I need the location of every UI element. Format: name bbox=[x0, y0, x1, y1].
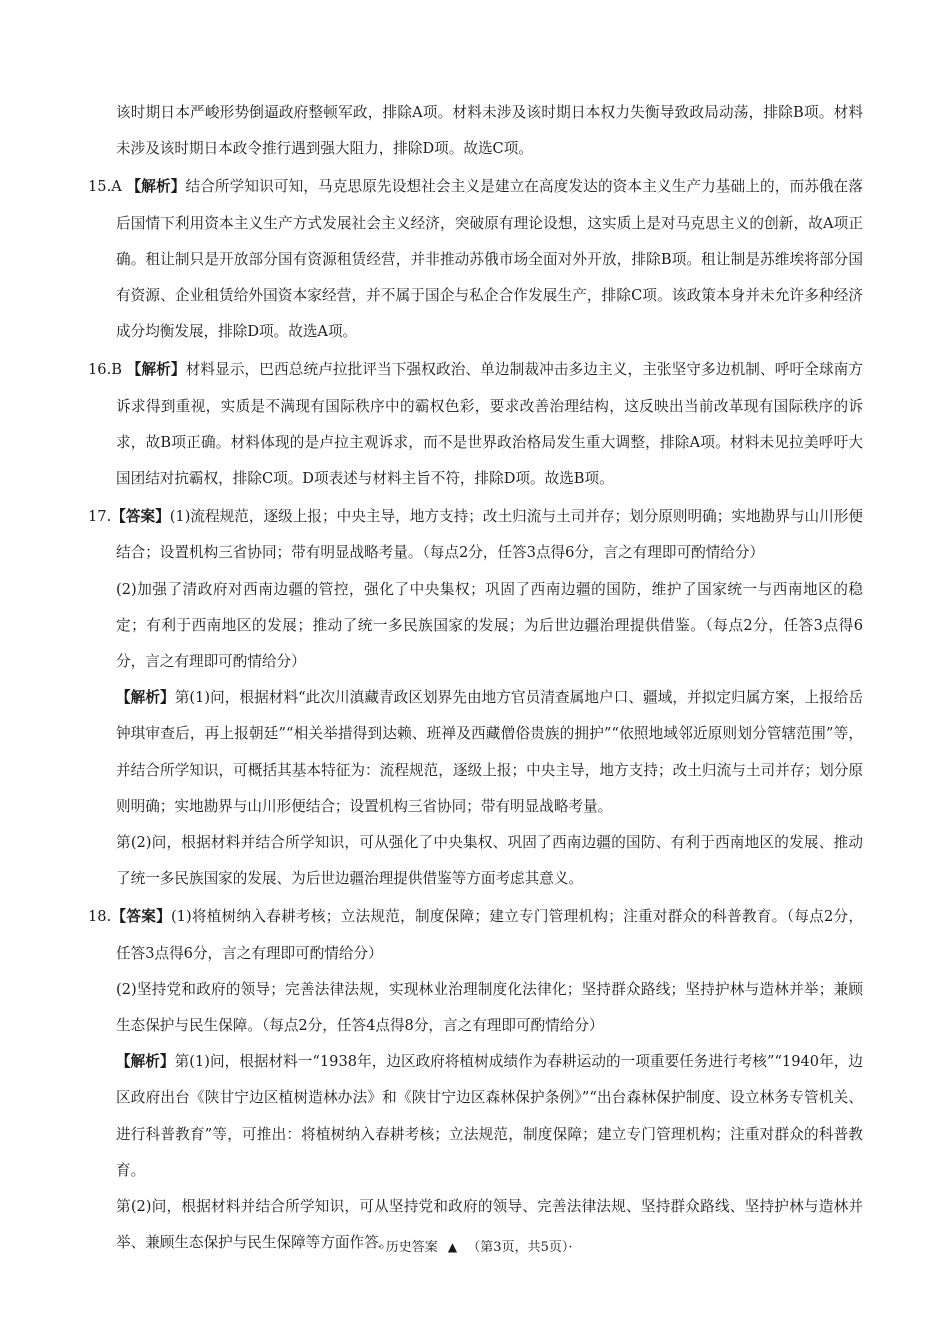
answer-tag: 【答案】 bbox=[111, 508, 170, 526]
q14-continuation: 该时期日本严峻形势倒逼政府整顿军政，排除A项。材料未涉及该时期日本权力失衡导致政局动荡，排除B项。材料未涉及该时期日本政令推行遇到强大阻力，排除D项。故选C项。 bbox=[116, 104, 863, 158]
question-18-analysis-1 bbox=[88, 1044, 863, 1189]
question-17-answer-1 bbox=[88, 499, 863, 571]
question-17-answer-2: (2)加强了清政府对西南边疆的管控，强化了中央集权；巩固了西南边疆的国防，维护了国家统一与西南地区的稳定；有利于西南地区的发展；推动了统一多民族国家的发展；为后世边疆治理提供借鉴。（每点2分，任答3点得6分，言之有理即可酌情给分） bbox=[116, 580, 863, 671]
question-18-answer-2: (2)坚持党和政府的领导；完善法律法规，实现林业治理制度化法律化；坚持群众路线；坚持护林与造林并举；兼顾生态保护与民生保障。（每点2分，任答4点得8分，言之有理即可酌情给分） bbox=[116, 980, 863, 1035]
analysis-text: 第(1)问，根据材料“此次川滇藏青政区划界先由地方官员清查属地户口、疆域，并拟定归属方案，上报给岳钟琪审查后，再上报朝廷”“相关举措得到达赖、班禅及西藏僧俗贵族的拥护”“依照地域邻近原则划分管辖范围”等，并结合所学知识，可概括其基本特征为：流程规范，逐级上报；中央主导，地方支持；改土归流与土司并存；划分原则明确；实地勘界与山川形便结合；设置机构三省协同；带有明显战略考量。 bbox=[116, 689, 863, 815]
analysis-tag: 【解析】 bbox=[126, 361, 186, 379]
question-number: 15.A bbox=[88, 178, 122, 196]
answer-text: (1)将植树纳入春耕考核；立法规范，制度保障；建立专门管理机构；注重对群众的科普教育。（每点2分，任答3点得6分，言之有理即可酌情给分） bbox=[116, 908, 863, 962]
analysis-tag: 【解析】 bbox=[116, 689, 175, 707]
footer-subject: · 历史答案 bbox=[377, 1240, 438, 1255]
question-number: 18. bbox=[88, 908, 112, 926]
page-footer bbox=[0, 1236, 950, 1255]
answer-text: (1)流程规范，逐级上报；中央主导，地方支持；改土归流与土司并存；划分原则明确；实地勘界与山川形便结合；设置机构三省协同；带有明显战略考量。（每点2分，任答3点得6分，言之有理即可酌情给分） bbox=[116, 508, 863, 562]
triangle-icon: ▲ bbox=[447, 1240, 458, 1254]
question-number: 16.B bbox=[88, 361, 122, 379]
answer-page bbox=[88, 100, 863, 1262]
question-18-answer-1 bbox=[88, 899, 863, 971]
analysis-tag: 【解析】 bbox=[116, 1053, 175, 1071]
question-18-analysis-2: 第(2)问，根据材料并结合所学知识，可从坚持党和政府的领导、完善法律法规、坚持群众路线、坚持护林与造林并举、兼顾生态保护与民生保障等方面作答。 bbox=[116, 1198, 863, 1252]
question-15 bbox=[88, 169, 863, 350]
answer-tag: 【答案】 bbox=[111, 908, 171, 926]
question-16 bbox=[88, 352, 863, 497]
question-number: 17. bbox=[88, 508, 112, 526]
footer-page-number: （第3页，共5页）· bbox=[467, 1240, 573, 1255]
question-17-analysis-1 bbox=[88, 680, 863, 825]
analysis-text: 结合所学知识可知，马克思原先设想社会主义是建立在高度发达的资本主义生产力基础上的，而苏俄在落后国情下利用资本主义生产方式发展社会主义经济，突破原有理论设想，这实质上是对马克思主义的创新，故A项正确。租让制只是开放部分国有资源租赁经营，并非推动苏俄市场全面对外开放，排除B项。租让制是苏维埃将部分国有资源、企业租赁给外国资本家经营，并不属于国企与私企合作发展生产，排除C项。该政策本身并未允许多种经济成分均衡发展，排除D项。故选A项。 bbox=[116, 178, 863, 341]
analysis-text: 材料显示，巴西总统卢拉批评当下强权政治、单边制裁冲击多边主义，主张坚守多边机制、呼吁全球南方诉求得到重视，实质是不满现有国际秩序中的霸权色彩，要求改善治理结构，这反映出当前改革现有国际秩序的诉求，故B项正确。材料体现的是卢拉主观诉求，而不是世界政治格局发生重大调整，排除A项。材料未见拉美呼吁大国团结对抗霸权，排除C项。D项表述与材料主旨不符，排除D项。故选B项。 bbox=[116, 361, 863, 488]
analysis-text: 第(1)问，根据材料一“1938年，边区政府将植树成绩作为春耕运动的一项重要任务进行考核”“1940年，边区政府出台《陕甘宁边区植树造林办法》和《陕甘宁边区森林保护条例》”“出台森林保护制度、设立林务专管机关、进行科普教育”等，可推出：将植树纳入春耕考核；立法规范，制度保障；建立专门管理机构；注重对群众的科普教育。 bbox=[116, 1053, 863, 1179]
question-17-analysis-2: 第(2)问，根据材料并结合所学知识，可从强化了中央集权、巩固了西南边疆的国防、有利于西南地区的发展、推动了统一多民族国家的发展、为后世边疆治理提供借鉴等方面考虑其意义。 bbox=[116, 834, 863, 888]
analysis-tag: 【解析】 bbox=[126, 178, 186, 196]
